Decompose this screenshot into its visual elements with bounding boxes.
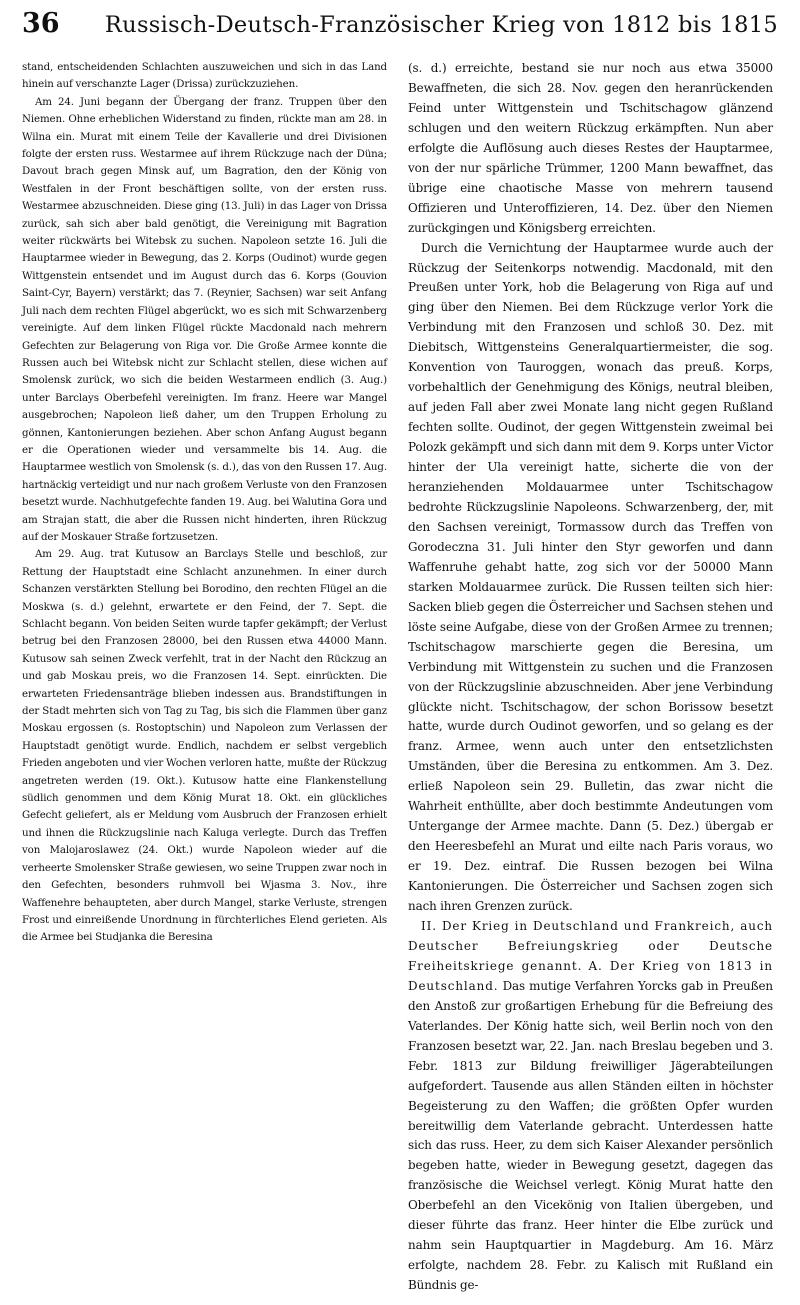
section-paragraph xyxy=(408,917,773,1296)
running-title: Russisch-Deutsch-Französischer Krieg von 1812 bis 1815 xyxy=(104,12,778,38)
paragraph: Am 24. Juni begann der Übergang der franz. Truppen über den Niemen. Ohne erheblichen Widerstand zu finden, rückte man am 28. in Wilna ein. Murat mit einem Teile der Kavallerie und drei Divisionen folgte der ersten russ. Westarmee auf ihrem Rückzuge nach der Düna; Davout brach gegen Minsk auf, um Bagration, den der König von Westfalen in der Front beschäftigen sollte, von der ersten russ. Westarmee abzuschneiden. Diese ging (13. Juli) in das Lager von Drissa zurück, sah sich aber bald genötigt, die Vereinigung mit Bagration weiter rückwärts bei Witebsk zu suchen. Napoleon setzte 16. Juli die Hauptarmee wieder in Bewegung, das 2. Korps (Oudinot) wurde gegen Wittgenstein entsendet und im August durch das 6. Korps (Gouvion Saint-Cyr, Bayern) verstärkt; das 7. (Reynier, Sachsen) war seit Anfang Juli nach dem rechten Flügel abgerückt, wo es sich mit Schwarzenberg vereinigte. Auf dem linken Flügel rückte Macdonald nach mehrern Gefechten zur Belagerung von Riga vor. Die Große Armee konnte die Russen auch bei Witebsk nicht zur Schlacht stellen, diese wichen auf Smolensk zurück, wo sich die beiden Westarmeen endlich (3. Aug.) unter Barclays Oberbefehl vereinigten. Im franz. Heere war Mangel ausgebrochen; Napoleon ließ daher, um den Truppen Erholung zu gönnen, Kantonierungen beziehen. Aber schon Anfang August begann er die Operationen wieder und versammelte bis 14. Aug. die Hauptarmee westlich von Smolensk (s. d.), das von den Russen 17. Aug. hartnäckig verteidigt und nur nach großem Verluste von den Franzosen besetzt wurde. Nachhutgefechte fanden 19. Aug. bei Walutina Gora und am Strajan statt, die aber die Russen nicht hinderten, ihren Rückzug auf der Moskauer Straße fortzusetzen. xyxy=(22,95,387,543)
paragraph: Am 29. Aug. trat Kutusow an Barclays Stelle und beschloß, zur Rettung der Hauptstadt eine Schlacht anzunehmen. In einer durch Schanzen verstärkten Stellung bei Borodino, den rechten Flügel an die Moskwa (s. d.) gelehnt, erwartete er den Feind, der 7. Sept. die Schlacht begann. Von beiden Seiten wurde tapfer gekämpft; der Verlust betrug bei den Franzosen 28000, bei den Russen etwa 44000 Mann. Kutusow sah seinen Zweck verfehlt, trat in der Nacht den Rückzug an und gab Moskau preis, wo die Franzosen 14. Sept. einrückten. Die erwarteten Friedensanträge blieben indessen aus. Brandstiftungen in der Stadt mehrten sich von Tag zu Tag, bis sich die Flammen über ganz Moskau ergossen (s. Rostoptschin) und Napoleon zum Verlassen der Hauptstadt genötigt wurde. Endlich, nachdem er selbst vergeblich Frieden angeboten und vier Wochen verloren hatte, mußte der Rückzug angetreten werden (19. Okt.). Kutusow hatte eine Flankenstellung südlich genommen und dem König Murat 18. Okt. ein glückliches Gefecht geliefert, als er Meldung vom Ausbruch der Franzosen erhielt und ihnen die Rückzugslinie nach Kaluga verlegte. Durch das Treffen von Malojaroslawez (24. Okt.) wurde Napoleon wieder auf die verheerte Smolensker Straße gewiesen, wo seine Truppen zwar noch in den Gefechten, besonders ruhmvoll bei Wjasma 3. Nov., ihre Waffenehre behaupteten, aber durch Mangel, starke Verluste, strengen Frost und einreißende Unordnung in fürchterliches Elend gerieten. Als die Armee bei Studjanka die Beresina xyxy=(22,548,387,944)
paragraph: stand, entscheidenden Schlachten auszuweichen und sich in das Land hinein auf verschanzte Lager (Drissa) zurückzuziehen. xyxy=(22,61,387,91)
paragraph-text: Das mutige Verfahren Yorcks gab in Preußen den Anstoß zur großartigen Erhebung für die Befreiung des Vaterlandes. Der König hatte sich, weil Berlin noch von den Franzosen besetzt war, 22. Jan. nach Breslau begeben und 3. Febr. 1813 zur Bildung freiwilliger Jägerabteilungen aufgefordert. Tausende aus allen Ständen eilten in höchster Begeisterung zu den Waffen; die größten Opfer wurden bereitwillig dem Vaterlande gebracht. Unterdessen hatte sich das russ. Heer, zu dem sich Kaiser Alexander persönlich begeben hatte, wieder in Bewegung gesetzt, dagegen das französische die Weichsel verlegt. König Murat hatte den Oberbefehl an den Vicekönig von Italien übergeben, und dieser führte das franz. Heer hinter die Elbe zurück und nahm sein Hauptquartier in Magdeburg. Am 16. März erfolgte, nachdem 28. Febr. zu Kalisch mit Rußland ein Bündnis ge- xyxy=(408,978,773,1293)
paragraph: Durch die Vernichtung der Hauptarmee wurde auch der Rückzug der Seitenkorps notwendig. Macdonald, mit den Preußen unter York, hob die Belagerung von Riga auf und ging über den Niemen. Bei dem Rückzuge verlor York die Verbindung mit den Franzosen und schloß 30. Dez. mit Diebitsch, Wittgensteins Generalquartiermeister, die sog. Konvention von Tauroggen, wonach das preuß. Korps, vorbehaltlich der Genehmigung des Königs, neutral bleiben, auf jeden Fall aber zwei Monate lang nicht gegen Rußland fechten sollte. Oudinot, der gegen Wittgenstein zweimal bei Polozk gekämpft und sich dann mit dem 9. Korps unter Victor hinter der Ula vereinigt hatte, sicherte die von der heranziehenden Moldauarmee unter Tschitschagow bedrohte Rückzugslinie Napoleons. Schwarzenberg, der, mit den Sachsen vereinigt, Tormassow durch das Treffen von Gorodeczna 31. Juli hinter den Styr geworfen und dann Waffenruhe gehabt hatte, zog sich vor der 50000 Mann starken Moldauarmee zurück. Die Russen teilten sich hier: Sacken blieb gegen die Österreicher und Sachsen stehen und löste seine Aufgabe, diese von der Großen Armee zu trennen; Tschitschagow marschierte gegen die Beresina, um Verbindung mit Wittgenstein zu suchen und die Franzosen von der Rückzugslinie abzuschneiden. Aber jene Verbindung glückte nicht. Tschitschagow, der schon Borissow besetzt hatte, wurde durch Oudinot geworfen, und so gelang es der franz. Armee, wenn auch unter den entsetzlichsten Umständen, über die Beresina zu entkommen. Am 3. Dez. erließ Napoleon sein 29. Bulletin, das zwar nicht die Wahrheit enthüllte, aber doch bestimmte Andeutungen vom Untergange der Armee machte. Dann (5. Dez.) übergab er den Heeresbefehl an Murat und eilte nach Paris voraus, wo er 19. Dez. eintraf. Die Russen bezogen bei Wilna Kantonierungen. Die Österreicher und Sachsen zogen sich nach ihren Grenzen zurück. xyxy=(408,240,773,914)
paragraph: (s. d.) erreichte, bestand sie nur noch aus etwa 35000 Bewaffneten, die sich 28. Nov. gegen den heranrückenden Feind unter Wittgenstein und Tschitschagow glänzend schlugen und den weitern Rückzug erkämpften. Nun aber erfolgte die Auflösung auch dieses Restes der Hauptarmee, von der nur spärliche Trümmer, 1200 Mann bewaffnet, das übrige eine chaotische Masse von mehrern tausend Offizieren und Unteroffizieren, 14. Dez. über den Niemen zurückgingen und Königsberg erreichten. xyxy=(408,61,773,235)
section-heading: II. Der Krieg in Deutschland und Frankreich, auch Deutscher Befreiungskrieg oder Deutsche Freiheitskriege genannt. xyxy=(408,918,773,973)
subsection-label: A. Der Krieg von 1813 in Deutschland. xyxy=(408,958,773,993)
page-number: 36 xyxy=(22,8,60,39)
page-header xyxy=(22,8,778,57)
right-column xyxy=(408,59,773,1296)
text-columns xyxy=(22,59,778,1296)
left-column xyxy=(22,59,387,1296)
